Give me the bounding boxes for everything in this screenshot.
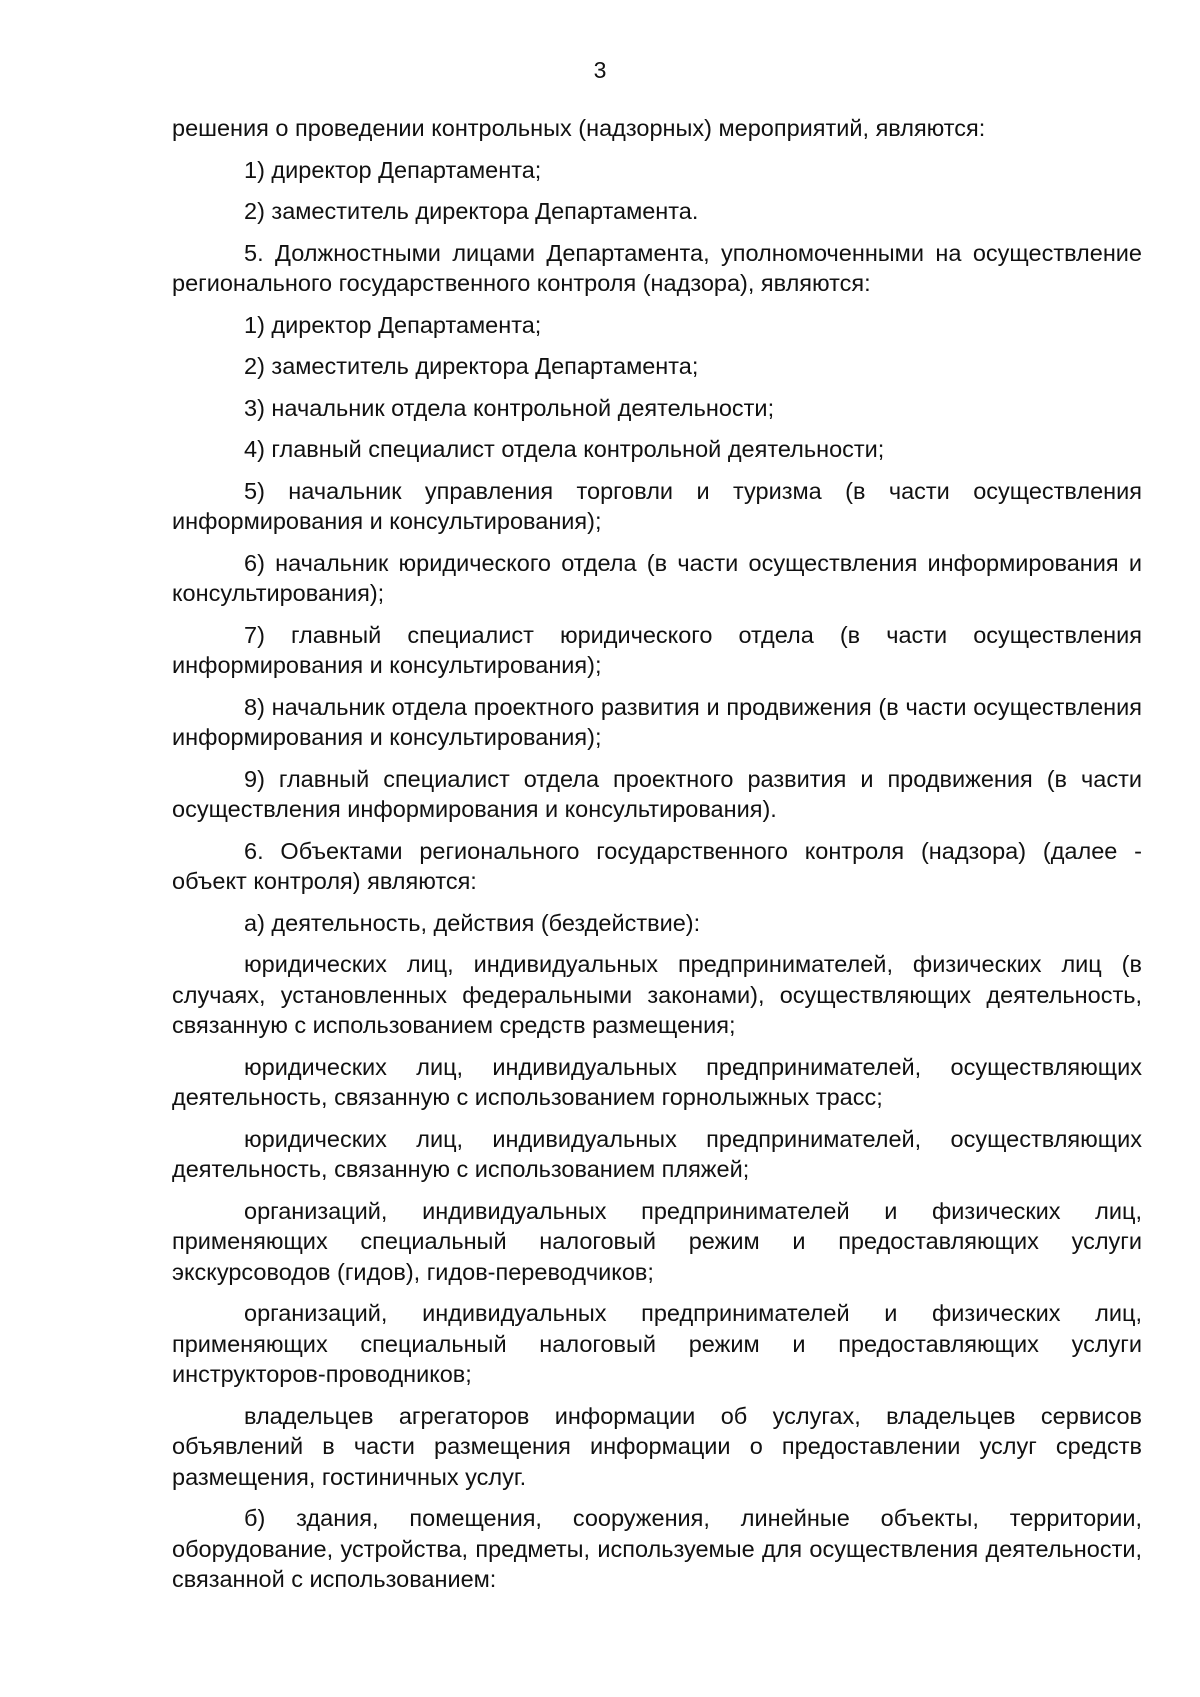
paragraph: юридических лиц, индивидуальных предпринимателей, осуществляющих деятельность, связанную с использованием пляжей; <box>172 1125 1142 1182</box>
list-item: 2) заместитель директора Департамента. <box>244 198 699 224</box>
list-item: 6) начальник юридического отдела (в части осуществления информирования и консультирования); <box>172 549 1142 606</box>
subclause-item: а) деятельность, действия (бездействие): <box>244 909 701 936</box>
list-item: 2) заместитель директора Департамента; <box>244 353 699 379</box>
paragraph: решения о проведении контрольных (надзорных) мероприятий, являются: <box>172 115 986 141</box>
list-item: 3) начальник отдела контрольной деятельности; <box>244 394 775 421</box>
document-body <box>172 113 1142 1606</box>
subclause-item: б) здания, помещения, сооружения, линейные объекты, территории, оборудование, устройства, предметы, используемые для осуществления деятельности, связанной с использованием: <box>172 1505 1142 1592</box>
paragraph: юридических лиц, индивидуальных предпринимателей, физических лиц (в случаях, установленных федеральными законами), осуществляющих деятельность, связанную с использованием средств размещения; <box>172 951 1142 1038</box>
page-number: 3 <box>593 57 607 83</box>
list-item: 4) главный специалист отдела контрольной деятельности; <box>244 436 885 462</box>
clause-paragraph: 6. Объектами регионального государственного контроля (надзора) (далее - объект контроля) являются: <box>172 837 1142 894</box>
list-item: 5) начальник управления торговли и туризма (в части осуществления информирования и консультирования); <box>172 477 1142 534</box>
paragraph: юридических лиц, индивидуальных предпринимателей, осуществляющих деятельность, связанную с использованием горнолыжных трасс; <box>172 1053 1142 1110</box>
list-item: 1) директор Департамента; <box>244 311 542 338</box>
clause-paragraph: 5. Должностными лицами Департамента, уполномоченными на осуществление регионального государственного контроля (надзора), являются: <box>172 239 1142 296</box>
list-item: 9) главный специалист отдела проектного развития и продвижения (в части осуществления информирования и консультирования). <box>172 765 1142 822</box>
paragraph: владельцев агрегаторов информации об услугах, владельцев сервисов объявлений в части размещения информации о предоставлении услуг средств размещения, гостиничных услуг. <box>172 1402 1142 1490</box>
paragraph: организаций, индивидуальных предпринимателей и физических лиц, применяющих специальный налоговый режим и предоставляющих услуги инструкторов-проводников; <box>172 1300 1142 1387</box>
list-item: 1) директор Департамента; <box>244 156 542 183</box>
paragraph: организаций, индивидуальных предпринимателей и физических лиц, применяющих специальный налоговый режим и предоставляющих услуги экскурсоводов (гидов), гидов-переводчиков; <box>172 1197 1142 1285</box>
list-item: 7) главный специалист юридического отдела (в части осуществления информирования и консультирования); <box>172 621 1142 678</box>
list-item: 8) начальник отдела проектного развития и продвижения (в части осуществления информирования и консультирования); <box>172 693 1142 750</box>
